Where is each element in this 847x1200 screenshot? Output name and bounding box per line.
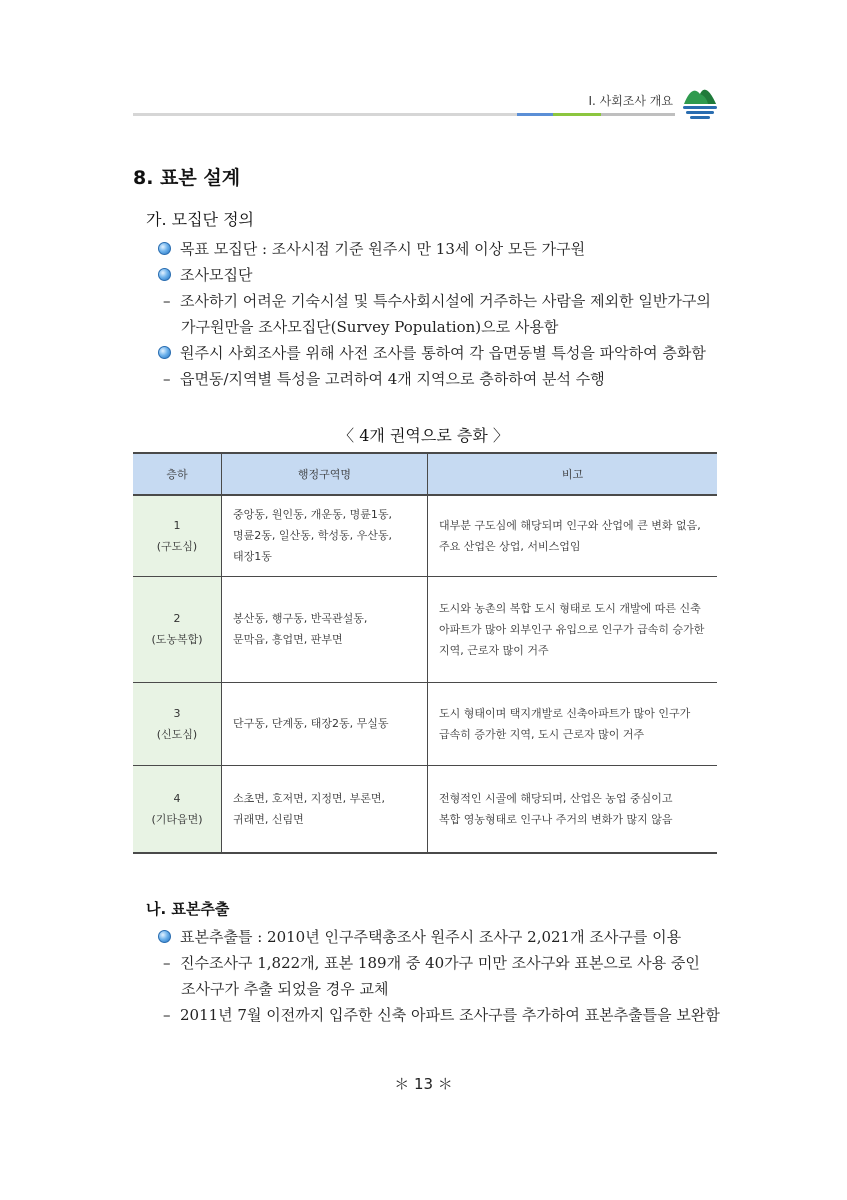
area-line: 봉산동, 행구동, 반곡관설동, bbox=[233, 612, 368, 625]
area-cell bbox=[222, 682, 428, 765]
dash-text: 진수조사구 1,822개, 표본 189개 중 40가구 미만 조사구와 표본으로 사용 중인 bbox=[180, 954, 700, 972]
section-title: 8. 표본 설계 bbox=[133, 167, 241, 189]
page-number: ＊ 13 ＊ bbox=[394, 1075, 453, 1093]
bullet-icon bbox=[158, 242, 171, 255]
area-line: 귀래면, 신림면 bbox=[233, 812, 304, 826]
bullet-text: 조사모집단 bbox=[180, 266, 253, 284]
header-stratum: 층하 bbox=[133, 453, 222, 495]
bullet-icon bbox=[158, 930, 171, 943]
stratum-number: 1 bbox=[173, 518, 181, 532]
area-line: 소초면, 호저면, 지정면, 부론면, bbox=[233, 791, 385, 805]
table-row bbox=[133, 576, 717, 682]
dash-mark: – bbox=[163, 954, 171, 972]
note-line: 대부분 구도심에 해당되며 인구와 산업에 큰 변화 없음, bbox=[439, 518, 701, 532]
note-line: 도시 형태이며 택지개발로 신축아파트가 많아 인구가 bbox=[439, 706, 691, 720]
stratum-name: (기타읍면) bbox=[151, 812, 203, 826]
dash-mark: – bbox=[163, 370, 171, 388]
stratum-name: (구도심) bbox=[156, 539, 198, 553]
stratum-number: 3 bbox=[173, 706, 181, 720]
bullet-text: 표본추출틀 : 2010년 인구주택총조사 원주시 조사구 2,021개 조사구를 이용 bbox=[180, 928, 682, 946]
note-line: 주요 산업은 상업, 서비스업임 bbox=[439, 539, 581, 553]
stratum-cell bbox=[133, 495, 222, 576]
table-caption: 〈 4개 권역으로 층화 〉 bbox=[338, 426, 509, 445]
running-header: Ⅰ. 사회조사 개요 bbox=[588, 94, 673, 108]
population-dash-regions bbox=[163, 368, 605, 389]
area-cell bbox=[222, 495, 428, 576]
note-cell bbox=[428, 495, 718, 576]
stratum-number: 2 bbox=[173, 612, 181, 625]
population-dash-exclusion-cont: 가구원만을 조사모집단(Survey Population)으로 사용함 bbox=[181, 318, 559, 336]
table-row bbox=[133, 682, 717, 765]
note-line: 지역, 근로자 많이 거주 bbox=[439, 643, 549, 657]
bullet-text: 목표 모집단 : 조사시점 기준 원주시 만 13세 이상 모든 가구원 bbox=[180, 240, 586, 258]
area-line: 문막읍, 흥업면, 판부면 bbox=[233, 633, 343, 646]
stratum-number: 4 bbox=[173, 791, 181, 805]
stratum-cell bbox=[133, 765, 222, 853]
dash-text: 조사하기 어려운 기숙시설 및 특수사회시설에 거주하는 사람을 제외한 일반가구의 bbox=[180, 292, 711, 310]
header-accent-blue bbox=[517, 113, 553, 116]
bullet-icon bbox=[158, 346, 171, 359]
sampling-bullet-frame bbox=[158, 926, 681, 947]
dash-text: 읍면동/지역별 특성을 고려하여 4개 지역으로 층하하여 분석 수행 bbox=[180, 370, 605, 388]
sampling-dash-supplement bbox=[163, 1004, 720, 1025]
note-line: 도시와 농촌의 복합 도시 형태로 도시 개발에 따른 신축 bbox=[439, 601, 701, 615]
population-dash-exclusion bbox=[163, 290, 711, 311]
population-bullet-stratify bbox=[158, 342, 706, 363]
bullet-icon bbox=[158, 268, 171, 281]
dash-text: 2011년 7월 이전까지 입주한 신축 아파트 조사구를 추가하여 표본추출틀을 보완함 bbox=[180, 1006, 720, 1024]
dash-mark: – bbox=[163, 1006, 171, 1024]
header-accent-green bbox=[553, 113, 601, 116]
note-cell bbox=[428, 576, 718, 682]
area-cell bbox=[222, 576, 428, 682]
stratum-name: (도농복합) bbox=[151, 633, 203, 646]
note-cell bbox=[428, 682, 718, 765]
population-bullet-survey bbox=[158, 264, 252, 285]
dash-mark: – bbox=[163, 292, 171, 310]
area-line: 명륜2동, 일산동, 학성동, 우산동, bbox=[233, 529, 392, 543]
header-note: 비고 bbox=[428, 453, 718, 495]
population-heading: 가. 모집단 정의 bbox=[146, 210, 254, 229]
area-line: 단구동, 단계동, 태장2동, 무실동 bbox=[233, 717, 389, 730]
note-line: 급속히 증가한 지역, 도시 근로자 많이 거주 bbox=[439, 727, 645, 741]
area-line: 태장1동 bbox=[233, 550, 272, 564]
area-line: 중앙동, 원인동, 개운동, 명륜1동, bbox=[233, 508, 392, 522]
note-line: 전형적인 시골에 해당되며, 산업은 농업 중심이고 bbox=[439, 791, 673, 805]
table-row bbox=[133, 495, 717, 576]
stratum-cell bbox=[133, 682, 222, 765]
population-bullet-target bbox=[158, 238, 585, 259]
stratum-cell bbox=[133, 576, 222, 682]
table-header-row bbox=[133, 453, 717, 495]
sampling-dash-replace-cont: 조사구가 추출 되었을 경우 교체 bbox=[181, 980, 389, 998]
note-cell bbox=[428, 765, 718, 853]
bullet-text: 원주시 사회조사를 위해 사전 조사를 통하여 각 읍면동별 특성을 파악하여 층화함 bbox=[180, 344, 706, 362]
strata-table bbox=[133, 452, 717, 854]
stratum-name: (신도심) bbox=[156, 727, 198, 741]
table-row bbox=[133, 765, 717, 853]
sampling-dash-replace bbox=[163, 952, 700, 973]
area-cell bbox=[222, 765, 428, 853]
mountain-logo-icon bbox=[680, 78, 720, 122]
header-accent-grey bbox=[601, 113, 675, 116]
sampling-heading: 나. 표본추출 bbox=[146, 900, 230, 918]
note-line: 복합 영농형태로 인구나 주거의 변화가 많지 않음 bbox=[439, 812, 673, 826]
note-line: 아파트가 많아 외부인구 유입으로 인구가 급속히 승가한 bbox=[439, 622, 705, 636]
header-area: 행정구역명 bbox=[222, 453, 428, 495]
